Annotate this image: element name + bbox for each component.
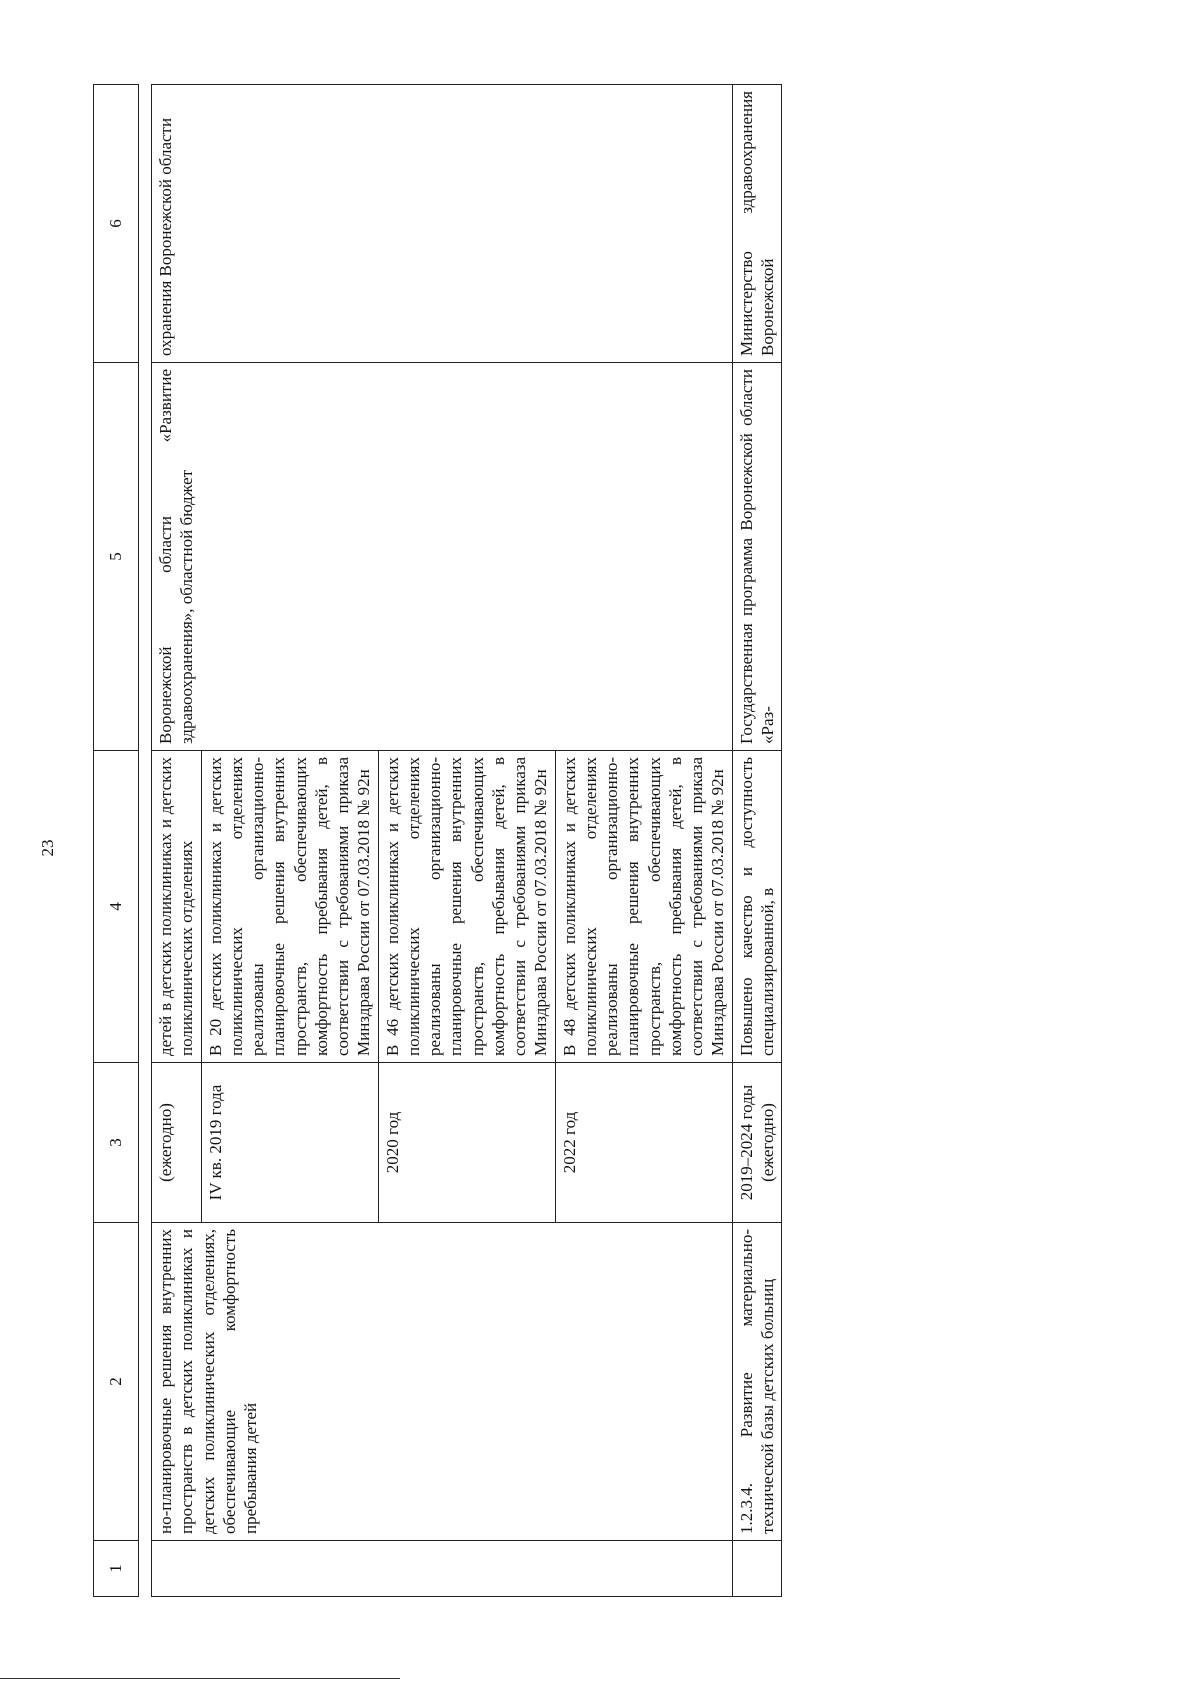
cell-term: IV кв. 2019 года	[201, 1063, 378, 1223]
column-header-6: 6	[94, 85, 139, 363]
rotated-table-container	[93, 85, 1105, 1597]
page-number: 23	[38, 839, 57, 857]
column-header-3: 3	[94, 1063, 139, 1223]
table-row	[152, 85, 202, 1597]
column-header-1: 1	[94, 1541, 139, 1597]
cell-source: Государственная программа Воронежской области «Раз-	[732, 363, 782, 751]
table-row	[732, 85, 782, 1597]
cell-number	[152, 1541, 733, 1597]
cell-responsible: охранения Воронежской области	[152, 85, 733, 363]
plan-table	[93, 84, 782, 1597]
cell-result: Повышено качество и доступность специализированной, в	[732, 751, 782, 1063]
cell-result: В 46 детских поликлиниках и детских поликлинических отделениях реализованы организационно-планировочные решения внутренних пространств, обеспечивающих комфортность пребывания детей, в соответствии с требованиями приказа Минздрава России от 07.03.2018 № 92н	[378, 751, 555, 1063]
cell-term: (ежегодно)	[152, 1063, 202, 1223]
cell-activity: но-планировочные решения внутренних пространств в детских поликлиниках и детских поликлинических отделениях, обеспечивающие комфортность пребывания детей	[152, 1223, 733, 1541]
spacer-row	[139, 85, 152, 1597]
column-header-2: 2	[94, 1223, 139, 1541]
cell-number	[732, 1541, 782, 1597]
cell-activity: 1.2.3.4. Развитие материально-технической базы детских больниц	[732, 1223, 782, 1541]
scan-edge-line	[0, 1678, 400, 1679]
column-header-5: 5	[94, 363, 139, 751]
cell-result: В 20 детских поликлиниках и детских поликлинических отделениях реализованы организационно-планировочные решения внутренних пространств, обеспечивающих комфортность пребывания детей, в соответствии с требованиями приказа Минздрава России от 07.03.2018 № 92н	[201, 751, 378, 1063]
cell-term: 2022 год	[555, 1063, 732, 1223]
cell-source: Воронежской области «Развитие здравоохранения», областной бюджет	[152, 363, 733, 751]
cell-responsible: Министерство здравоохранения Воронежской	[732, 85, 782, 363]
cell-term: 2020 год	[378, 1063, 555, 1223]
column-header-4: 4	[94, 751, 139, 1063]
cell-result: В 48 детских поликлиниках и детских поликлинических отделениях реализованы организационно-планировочные решения внутренних пространств, обеспечивающих комфортность пребывания детей, в соответствии с требованиями приказа Минздрава России от 07.03.2018 № 92н	[555, 751, 732, 1063]
cell-result: детей в детских поликлиниках и детских поликлинических отделениях	[152, 751, 202, 1063]
cell-term: 2019–2024 годы (ежегодно)	[732, 1063, 782, 1223]
header-row	[94, 85, 139, 1597]
